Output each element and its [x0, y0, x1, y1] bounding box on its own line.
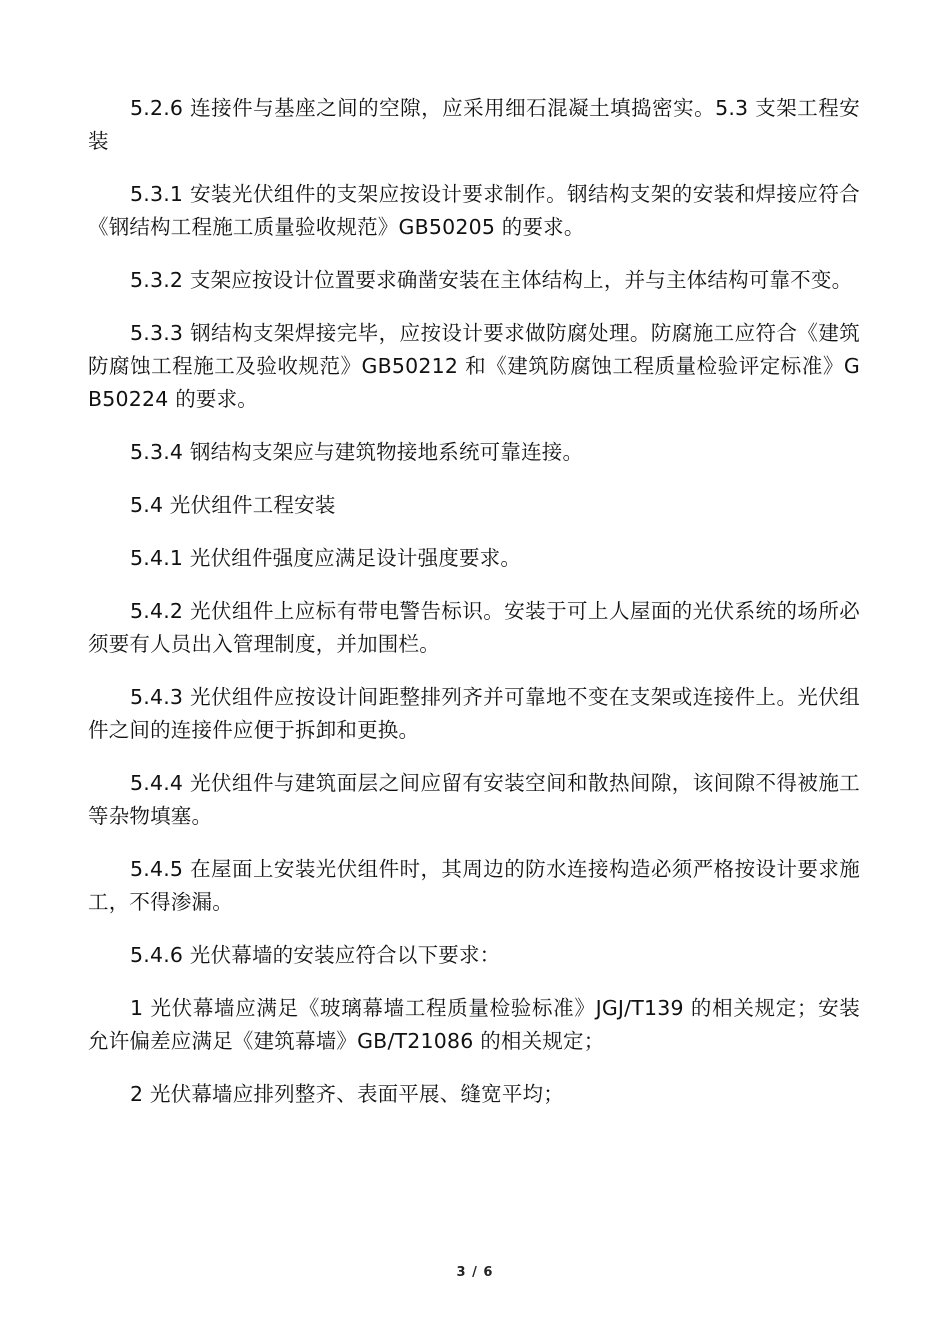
paragraph-5-3-3: 5.3.3 钢结构支架焊接完毕，应按设计要求做防腐处理。防腐施工应符合《建筑防腐蚀工程施工及验收规范》GB50212 和《建筑防腐蚀工程质量检验评定标准》GB50224 的要求。 — [88, 321, 860, 411]
paragraph-5-4-5: 5.4.5 在屋面上安装光伏组件时，其周边的防水连接构造必须严格按设计要求施工，不得渗漏。 — [88, 857, 860, 914]
paragraph-5-4-3: 5.4.3 光伏组件应按设计间距整排列齐并可靠地不变在支架或连接件上。光伏组件之间的连接件应便于拆卸和更换。 — [88, 685, 860, 742]
list-item-2: 2 光伏幕墙应排列整齐、表面平展、缝宽平均； — [130, 1082, 564, 1106]
paragraph-5-4-1: 5.4.1 光伏组件强度应满足设计强度要求。 — [130, 546, 522, 570]
paragraph-5-4-4: 5.4.4 光伏组件与建筑面层之间应留有安装空间和散热间隙，该间隙不得被施工等杂物填塞。 — [88, 771, 860, 828]
document-body — [88, 92, 860, 1131]
paragraph-5-3-1: 5.3.1 安装光伏组件的支架应按设计要求制作。钢结构支架的安装和焊接应符合《钢结构工程施工质量验收规范》GB50205 的要求。 — [88, 182, 860, 239]
paragraph-5-3-2: 5.3.2 支架应按设计位置要求确凿安装在主体结构上，并与主体结构可靠不变。 — [130, 268, 853, 292]
page-number: 3 / 6 — [456, 1265, 494, 1280]
paragraph-5-4-6: 5.4.6 光伏幕墙的安装应符合以下要求： — [130, 943, 501, 967]
list-item-1: 1 光伏幕墙应满足《玻璃幕墙工程质量检验标准》JGJ/T139 的相关规定；安装允许偏差应满足《建筑幕墙》GB/T21086 的相关规定； — [88, 996, 860, 1053]
paragraph-5-4-2: 5.4.2 光伏组件上应标有带电警告标识。安装于可上人屋面的光伏系统的场所必须要有人员出入管理制度，并加围栏。 — [88, 599, 860, 656]
paragraph-5-3-4: 5.3.4 钢结构支架应与建筑物接地系统可靠连接。 — [130, 440, 584, 464]
section-heading-5-4: 5.4 光伏组件工程安装 — [130, 493, 336, 517]
paragraph-5-2-6: 5.2.6 连接件与基座之间的空隙，应采用细石混凝土填捣密实。5.3 支架工程安装 — [88, 96, 860, 153]
